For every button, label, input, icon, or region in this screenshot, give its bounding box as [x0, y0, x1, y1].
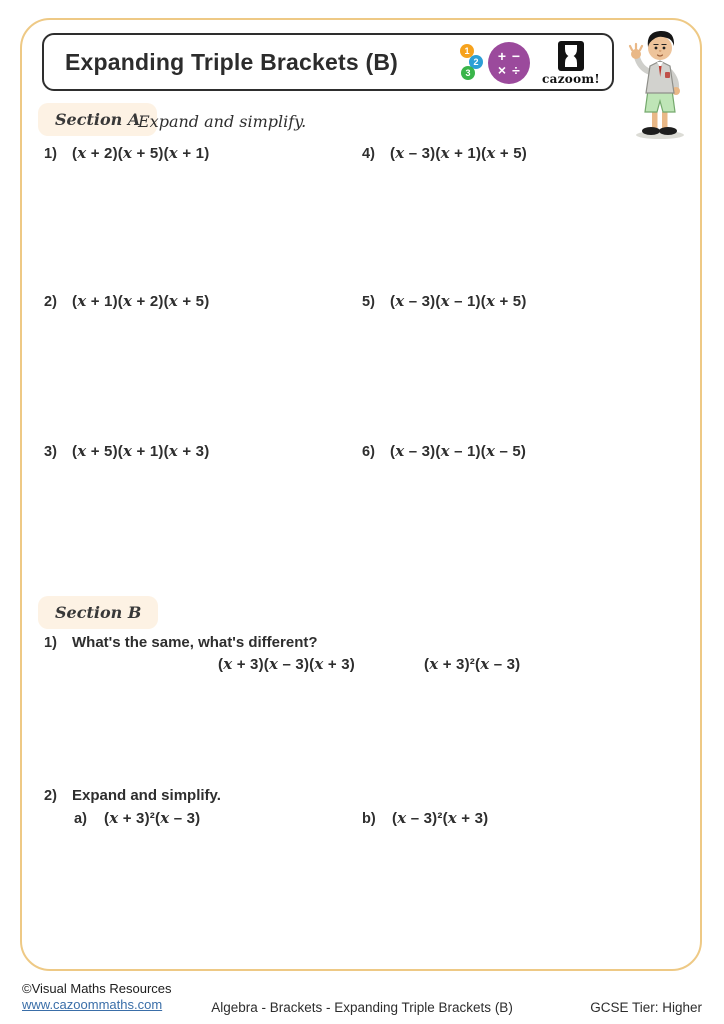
- section-b-question-2: [44, 787, 221, 804]
- problem-expression: (x + 5)(x + 1)(x + 3): [72, 442, 210, 460]
- problem-expression: (x + 1)(x + 2)(x + 5): [72, 292, 210, 310]
- subpart-label: b): [362, 811, 376, 827]
- footer-breadcrumb: Algebra - Brackets - Expanding Triple Brackets (B): [211, 1000, 513, 1015]
- brand-name: cazoom!: [542, 71, 600, 86]
- question-text: What's the same, what's different?: [72, 634, 318, 651]
- badge-1-icon: 1: [460, 44, 474, 58]
- numbered-badges-icon: [454, 38, 488, 88]
- section-b-label: Section B: [38, 596, 158, 629]
- problem-expression: (x + 2)(x + 5)(x + 1): [72, 144, 210, 162]
- copyright-text: ©Visual Maths Resources: [22, 981, 172, 996]
- problem-expression: (x – 3)(x + 1)(x + 5): [390, 144, 527, 162]
- problem-number: 1): [44, 635, 57, 651]
- header: [42, 33, 614, 91]
- multiply-icon: ×: [497, 62, 507, 78]
- cazoom-vase-icon: [558, 41, 584, 71]
- problem-1: [44, 144, 209, 162]
- page-title: Expanding Triple Brackets (B): [65, 48, 398, 75]
- section-b-question-1: [44, 634, 318, 651]
- subpart-label: a): [74, 811, 87, 827]
- comparison-expression-right: (x + 3)²(x – 3): [424, 655, 521, 673]
- problem-number: 4): [362, 146, 375, 162]
- brand-block: [542, 41, 600, 86]
- problem-expression: (x – 3)(x – 1)(x + 5): [390, 292, 527, 310]
- question-2b: [362, 809, 488, 827]
- plus-icon: +: [497, 48, 507, 64]
- problem-number: 1): [44, 146, 57, 162]
- problem-3: [44, 442, 209, 460]
- problem-number: 3): [44, 444, 57, 460]
- question-text: Expand and simplify.: [72, 787, 221, 804]
- section-a-instruction: Expand and simplify.: [138, 112, 307, 131]
- problem-2: [44, 292, 209, 310]
- cazoom-logo: [454, 38, 604, 88]
- badge-3-icon: 3: [461, 66, 475, 80]
- problem-5: [362, 292, 527, 310]
- badge-2-icon: 2: [469, 55, 483, 69]
- problem-expression: (x – 3)(x – 1)(x – 5): [390, 442, 527, 460]
- problem-number: 5): [362, 294, 375, 310]
- problem-number: 2): [44, 788, 57, 804]
- section-a-label: Section A: [38, 103, 157, 136]
- comparison-expression-left: (x + 3)(x – 3)(x + 3): [218, 655, 355, 673]
- question-2a: [74, 809, 200, 827]
- problem-6: [362, 442, 526, 460]
- math-operations-icon: [488, 42, 530, 84]
- problem-expression: (x – 3)²(x + 3): [392, 809, 489, 827]
- website-link[interactable]: www.cazoommaths.com: [22, 997, 163, 1012]
- problem-4: [362, 144, 527, 162]
- divide-icon: ÷: [512, 62, 520, 78]
- problem-number: 6): [362, 444, 375, 460]
- problem-expression: (x + 3)²(x – 3): [104, 809, 201, 827]
- tier-label: GCSE Tier: Higher: [590, 1000, 702, 1015]
- problem-number: 2): [44, 294, 57, 310]
- minus-icon: −: [511, 48, 521, 64]
- student-mascot-illustration: [624, 28, 692, 147]
